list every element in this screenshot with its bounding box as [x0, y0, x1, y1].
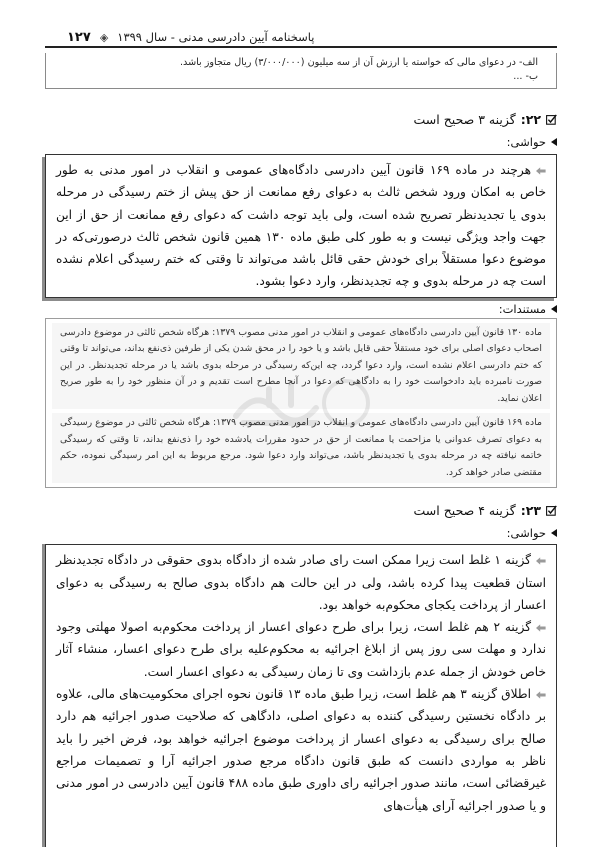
running-header-title: پاسخنامه آیین دادرسی مدنی - سال ۱۳۹۹: [117, 30, 315, 44]
note-paragraph: [56, 549, 546, 616]
question-number: ۲۲:: [520, 111, 541, 127]
note-paragraph: [56, 683, 546, 817]
checkbox-checked-icon: [546, 114, 557, 125]
source-article-130: ماده ۱۳۰ قانون آیین دادرسی دادگاه‌های عمومی و انقلاب در امور مدنی مصوب ۱۳۷۹: هرگاه شخص ثالثی در موضوع دادرسی اصحاب دعوای اصلی برای خود مستقلاً حقی قایل باشد و یا خود را در محق شدن یکی از طرفین ذی‌نفع بداند، می‌تواند تا وقتی که ختم دادرسی اعلام نشده است، وارد دعوا گردد، چه این‌که رسیدگی در مرحله بدوی باشد یا در مرحله تجدیدنظر. در این صورت نامبرده باید دادخواست خود را به دادگاهی که دعوا در آنجا مطرح است تقدیم و در آن منظور خود را به طور صریح اعلان نماید.: [52, 323, 550, 410]
answer-heading-23: [45, 502, 557, 518]
arrow-bullet-icon: [536, 691, 546, 699]
sources-label: [45, 302, 557, 316]
checkbox-checked-icon: [546, 505, 557, 516]
question-number: ۲۳:: [520, 502, 541, 518]
notes-label: [45, 526, 557, 540]
sources-label-text: مستندات:: [498, 301, 546, 316]
notes-label: [45, 135, 557, 149]
note-text: گزینه ۱ غلط است زیرا ممکن است رای صادر شده از دادگاه بدوی حقوقی در دادگاه تجدیدنظر استان قطعیت پیدا کرده باشد، ولی در این حالت هم دادگاه بدوی صالح به رسیدگی به دعوای اعسار از پرداخت یکجای محکوم‌به خواهد بود.: [56, 553, 546, 612]
note-text: هرچند در ماده ۱۶۹ قانون آیین دادرسی دادگاه‌های عمومی و انقلاب در امور مدنی به طور خاص به امکان ورود شخص ثالث به دعوای رفع ممانعت از حق پیش از ختم رسیدگی در مرحله بدوی یا تجدیدنظر تصریح شده است، ولی باید توجه داشت که دعوای رفع ممانعت از حق از این جهت واجد ویژگی نیست و به طور کلی طبق ماده ۱۳۰ همین قانون شخص ثالث درصورتی‌که در موضوع دعوا مستقلاً برای خودش حقی قائل باشد می‌تواند تا وقتی که ختم رسیدگی اعلام نشده است چه در مرحله بدوی و چه تجدیدنظر، وارد دعوا بشود.: [56, 163, 546, 289]
triangle-left-icon: [551, 138, 557, 146]
triangle-left-icon: [551, 529, 557, 537]
note-paragraph: [56, 159, 546, 293]
continued-box: [45, 53, 557, 89]
arrow-bullet-icon: [536, 167, 546, 175]
note-text: گزینه ۲ هم غلط است، زیرا برای طرح دعوای اعسار از پرداخت محکوم‌به اصولا مهلتی وجود ندارد و مهلت سی روز پس از ابلاغ اجرائیه به محکوم‌علیه برای طرح دعوای اعسار، منشاء آثار خاص خودش از جمله عدم بازداشت وی تا زمان رسیدگی به دعوای اعسار است.: [56, 620, 546, 679]
continued-line-alef: الف- در دعوای مالی که خواسته یا ارزش آن از سه میلیون (۳/۰۰۰/۰۰۰) ریال متجاوز باشد.: [180, 57, 538, 68]
page-number: ۱۲۷: [67, 29, 91, 45]
correct-answer-text: گزینه ۳ صحیح است: [413, 111, 516, 127]
notes-label-text: حواشی:: [506, 526, 546, 541]
answer-heading-22: [45, 111, 557, 127]
notes-box: [45, 544, 557, 847]
triangle-left-icon: [551, 305, 557, 313]
diamond-separator-icon: ◈: [99, 30, 109, 44]
notes-box: [45, 154, 557, 298]
arrow-bullet-icon: [536, 557, 546, 565]
source-article-169: ماده ۱۶۹ قانون آیین دادرسی دادگاه‌های عمومی و انقلاب در امور مدنی مصوب ۱۳۷۹: هرگاه شخص ثالثی در موضوع رسیدگی به دعوای تصرف عدوانی یا مزاحمت یا ممانعت از حق در حدود مقررات یادشده خود را ذی‌نفع بداند، تا وقتی که رسیدگی خاتمه نیافته چه در مرحله بدوی یا تجدیدنظر باشد، می‌تواند وارد دعوا شود. مرجع مربوط به این امر رسیدگی نموده، حکم مقتضی صادر خواهد کرد.: [52, 413, 550, 483]
continued-line-be: ب- ...: [513, 70, 538, 82]
note-paragraph: [56, 616, 546, 683]
note-text: اطلاق گزینه ۳ هم غلط است، زیرا طبق ماده ۱۳ قانون نحوه اجرای محکومیت‌های مالی، علاوه بر دادگاه نخستین رسیدگی کننده به دعوای اصلی، دادگاهی که صلاحیت صدور اجرائیه هم دارد صالح برای رسیدگی به دعوای اعسار از پرداخت موضوع اجرائیه خواهد بود، فرض اخیر را باید ناظر به مواردی دانست که طبق قانون دادگاه مرجع صدور اجرائیه آرا و تصمیمات مراجع غیرقضائی است، مانند صدور اجرائیه رای داوری طبق ماده ۴۸۸ قانون آیین دادرسی در امور مدنی و یا صدور اجرائیه آرای هیأت‌های: [56, 687, 546, 813]
correct-answer-text: گزینه ۴ صحیح است: [413, 502, 516, 518]
running-header: [45, 28, 557, 48]
arrow-bullet-icon: [536, 624, 546, 632]
notes-label-text: حواشی:: [506, 135, 546, 149]
sources-box: [45, 318, 557, 489]
